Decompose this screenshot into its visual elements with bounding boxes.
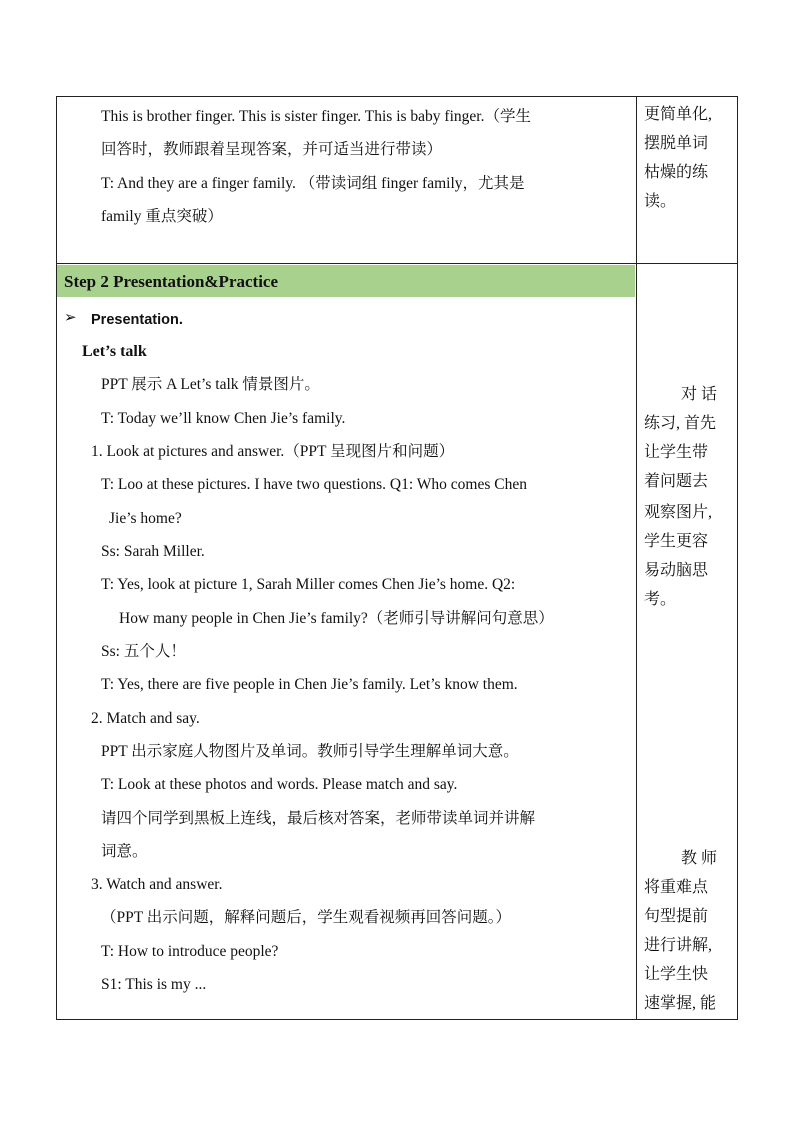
main-line-16: 3. Watch and answer. — [91, 876, 223, 893]
side-note-top-4: 读。 — [644, 193, 677, 210]
side-note-1-2: 练习, 首先 — [644, 415, 717, 432]
side-note-1-4: 着问题去 — [644, 473, 709, 490]
step-title: Step 2 Presentation&Practice — [64, 272, 279, 291]
main-line-13: T: Look at these photos and words. Please match and say. — [101, 776, 458, 793]
side-note-2-4: 进行讲解, — [644, 937, 713, 954]
main-line-7: T: Yes, look at picture 1, Sarah Miller comes Chen Jie’s home. Q2: — [101, 576, 516, 593]
main-line-12: PPT 出示家庭人物图片及单词。教师引导学生理解单词大意。 — [101, 743, 519, 760]
side-note-1-6: 学生更容 — [644, 533, 709, 550]
column-divider — [636, 96, 637, 1020]
main-line-6: Ss: Sarah Miller. — [101, 543, 205, 560]
main-line-10: T: Yes, there are five people in Chen Jie’s family. Let’s know them. — [101, 676, 518, 693]
side-note-2-5: 让学生快 — [644, 966, 709, 983]
side-note-top-2: 摆脱单词 — [644, 135, 709, 152]
main-line-9: Ss: 五个人！ — [101, 643, 186, 660]
main-line-11: 2. Match and say. — [91, 710, 200, 727]
top-line-4: family 重点突破） — [101, 208, 223, 225]
side-note-top-1: 更简单化, — [644, 106, 713, 123]
main-line-3: 1. Look at pictures and answer.（PPT 呈现图片和问题） — [91, 443, 455, 460]
side-note-2-3: 句型提前 — [644, 908, 709, 925]
lets-talk-label: Let’s talk — [82, 343, 147, 360]
main-line-8: How many people in Chen Jie’s family?（老师引导讲解问句意思） — [119, 610, 554, 627]
main-line-17: （PPT 出示问题，解释问题后，学生观看视频再回答问题。） — [101, 909, 512, 926]
top-line-2: 回答时，教师跟着呈现答案，并可适当进行带读） — [101, 141, 443, 158]
main-line-1: PPT 展示 A Let’s talk 情景图片。 — [101, 376, 320, 393]
side-note-2-2: 将重难点 — [644, 879, 709, 896]
side-note-1-8: 考。 — [644, 591, 677, 608]
side-note-2-1: 教 师 — [681, 850, 718, 867]
table-border-right — [737, 96, 738, 1020]
table-border-left — [56, 96, 57, 1020]
main-line-15: 词意。 — [101, 843, 148, 860]
main-line-14: 请四个同学到黑板上连线，最后核对答案，老师带读单词并讲解 — [101, 810, 536, 827]
main-line-5: Jie’s home? — [109, 510, 182, 527]
side-note-2-6: 速掌握, 能 — [644, 995, 717, 1012]
side-note-1-7: 易动脑思 — [644, 562, 709, 579]
main-line-2: T: Today we’ll know Chen Jie’s family. — [101, 410, 346, 427]
top-line-3: T: And they are a finger family. （带读词组 finger family，尤其是 — [101, 175, 525, 192]
top-line-1: This is brother finger. This is sister finger. This is baby finger.（学生 — [101, 108, 531, 125]
main-line-18: T: How to introduce people? — [101, 943, 279, 960]
main-line-4: T: Loo at these pictures. I have two questions. Q1: Who comes Chen — [101, 476, 527, 493]
side-note-top-3: 枯燥的练 — [644, 164, 709, 181]
side-note-1-5: 观察图片, — [644, 504, 713, 521]
side-note-1-3: 让学生带 — [644, 444, 709, 461]
row-divider — [56, 263, 738, 264]
main-line-19: S1: This is my ... — [101, 976, 207, 993]
bullet-arrow-icon: ➢ — [64, 310, 77, 326]
side-note-1-1: 对 话 — [681, 386, 718, 403]
presentation-label: Presentation. — [91, 312, 183, 328]
